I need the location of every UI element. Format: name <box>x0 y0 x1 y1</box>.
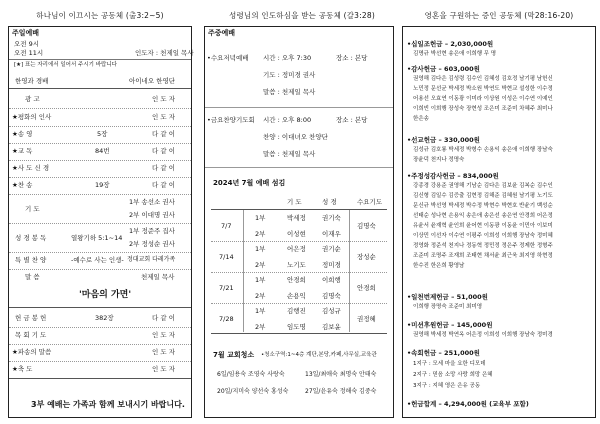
weekday-box <box>204 26 394 418</box>
order-row-leader: 다 같 이 <box>152 147 175 155</box>
table-head-right: 아이네오 한영단 <box>129 77 176 85</box>
clean-item: 6일/임용숙 조영숙 사랑숙 <box>217 371 285 378</box>
offering-names: 1지구 : 모세 마을 요한 디모데 <box>413 361 486 367</box>
offering-title: •십일조헌금 – 2,030,000원 <box>407 40 494 48</box>
order-row-leader: 2부 정성순 권사 <box>129 240 175 248</box>
duty-prayer: 김행진 <box>287 307 306 315</box>
order-row-detail: 19장 <box>95 181 110 189</box>
duty-date: 7/21 <box>219 284 234 292</box>
offering-names: 정영화 정준석 천지나 정동혁 정민정 정은주 정제한 정형주 <box>413 243 553 249</box>
order-row-leader: 인 도 자 <box>152 365 175 373</box>
duty-head-wed: 수요기도 <box>357 198 383 206</box>
offering-names: 문신규 박선영 박세정 박수정 박현수 박현호 반윤기 백성순 <box>413 203 553 209</box>
duty-part: 1부 <box>255 307 266 315</box>
worship-order-box <box>8 26 192 418</box>
order-row-leader: 1부 정준주 집사 <box>129 227 175 235</box>
order-row-label: 기 도 <box>25 205 40 213</box>
order-row-detail: 84번 <box>95 147 110 155</box>
col2-header: 성령님의 인도하심을 받는 공동체 (갈3:28) <box>229 11 375 20</box>
duty-prayer: 노기도 <box>287 261 306 269</box>
duty-date: 7/28 <box>219 315 234 323</box>
wed-time: 시간 : 오후 7:30 <box>263 54 312 62</box>
order-row-detail: -예수로 사는 인생- <box>71 256 124 264</box>
offering-names: 2지구 : 믿음 소망 사랑 희망 은혜 <box>413 372 493 378</box>
offering-title: •선교헌금 – 330,000원 <box>407 136 480 144</box>
offering-title: •감사헌금 – 603,000원 <box>407 65 480 73</box>
sermon-title: '마음의 가면' <box>79 290 132 300</box>
col1-header: 하나님이 이끄시는 공동체 (출3:2~5) <box>36 11 164 20</box>
duty-part: 1부 <box>255 214 266 222</box>
offering-title: •일천번제헌금 – 51,000원 <box>407 293 488 301</box>
wed-place: 장소 : 본당 <box>336 54 368 62</box>
duty-prayer: 손용익 <box>287 292 306 300</box>
wed-title: •수요저녁예배 <box>207 54 249 62</box>
wed-prayer: 기도 : 정미경 권사 <box>263 71 316 79</box>
table-head-left: 한영과 경배 <box>15 77 49 85</box>
duty-title: 2024년 7월 예배 섬김 <box>213 179 286 187</box>
order-row-label: ★평화의 인사 <box>12 113 52 121</box>
duty-scripture: 정미경 <box>322 261 341 269</box>
offering-names: 강종경 강용준 권영해 기남순 김다은 김보윤 김복순 김수인 <box>413 183 553 189</box>
duty-prayer: 안경희 <box>287 276 306 284</box>
duty-date: 7/7 <box>221 222 232 230</box>
offering-title: •미션후원헌금 – 145,000원 <box>407 321 493 329</box>
offering-names: 이상민 이선자 이수연 이평주 이희성 이희행 장남숙 정미혜 <box>413 233 553 239</box>
fri-word: 말씀 : 천제일 목사 <box>263 150 316 158</box>
column-offerings <box>398 0 600 424</box>
duty-date: 7/14 <box>219 253 234 261</box>
duty-scripture: 이재우 <box>322 230 341 238</box>
order-row-leader: 인 도 자 <box>152 348 175 356</box>
order-row-label: ★송 영 <box>12 130 33 138</box>
offering-names: 유윤서 윤재혁 윤인희 윤어현 이동광 이동윤 이민아 이보미 <box>413 223 553 229</box>
col3-header: 영혼을 구원하는 증인 공동체 (막28:16-20) <box>424 11 574 20</box>
duty-scripture: 김보윤 <box>322 323 341 331</box>
duty-scripture: 권기숙 <box>322 214 341 222</box>
clean-item: 27일/윤유숙 정해숙 김중숙 <box>305 388 377 395</box>
duty-scripture: 김성규 <box>322 307 341 315</box>
order-row-label: ★사 도 신 경 <box>12 164 50 172</box>
order-row-label: ★찬 송 <box>12 181 33 189</box>
duty-prayer: 박세정 <box>287 214 306 222</box>
offering-names: 선태순 성나현 손용익 송은애 송은선 송은연 안경희 어은정 <box>413 213 553 219</box>
order-row-detail: 5장 <box>97 130 108 138</box>
offering-names: 노민정 문선균 박세정 박소원 박연도 박현교 설성한 이수정 <box>413 86 553 92</box>
order-row-leader: 인 도 자 <box>152 113 175 121</box>
order-row-label: ★파송의 말씀 <box>12 348 52 356</box>
order-row-leader: 다 같 이 <box>152 181 175 189</box>
order-row-label: ★교 독 <box>12 147 33 155</box>
time-1: 오전 9시 <box>14 40 40 48</box>
clean-item: 20일/지미숙 양선숙 홍성숙 <box>217 388 289 395</box>
offering-names: 한수진 한은희 황영남 <box>413 263 465 269</box>
duty-head-scripture: 성 경 <box>322 198 337 206</box>
clean-title: 7월 교회청소 <box>213 351 255 359</box>
duty-part: 2부 <box>255 292 266 300</box>
fri-place: 장소 : 본당 <box>336 116 368 124</box>
column-weekday-worship <box>204 0 400 424</box>
offering-names: 김명규 박선현 송은애 이희행 무 명 <box>413 51 497 57</box>
order-row-leader: 2부 이대명 권사 <box>129 211 175 219</box>
order-row-leader: 다 같 이 <box>152 130 175 138</box>
offering-names: 이희행 장명숙 조준미 최미영 <box>413 304 483 310</box>
offering-title: •주정성감사헌금 – 834,000원 <box>407 172 499 180</box>
order-row-leader: 정대교회 다레가족 <box>127 256 176 263</box>
column-worship-order <box>0 0 200 424</box>
order-row-detail: 열왕기하 5:1~14 <box>71 234 123 242</box>
clean-item: 13일/최애숙 최명숙 안태숙 <box>305 371 377 378</box>
duty-wed: 안경희 <box>357 284 376 292</box>
offering-names: 어용선 오효연 이동광 이미라 이상원 이성은 이수연 이예인 <box>413 96 553 102</box>
order-row-leader: 인 도 자 <box>152 331 175 339</box>
duty-part: 1부 <box>255 276 266 284</box>
order-row-leader: 1부 송선소 권사 <box>129 198 175 206</box>
duty-part: 2부 <box>255 261 266 269</box>
order-row-label: 헌 금 봉 헌 <box>15 314 47 322</box>
duty-part: 1부 <box>255 245 266 253</box>
offering-names: 권영해 김다은 김성령 김수인 김혜성 김호정 남기평 남헌신 <box>413 76 553 82</box>
order-row-label: 광 고 <box>25 95 40 103</box>
section-title: 주일예배 <box>12 29 40 37</box>
inviter: 인도자 : 천제일 목사 <box>135 49 194 57</box>
stand-note: [★] 표는 자리에서 일어서 주시기 바랍니다 <box>14 62 117 68</box>
offering-names: 장윤덕 천지나 정명숙 <box>413 157 465 163</box>
order-row-leader: 인 도 자 <box>152 95 175 103</box>
duty-prayer: 임도명 <box>287 323 306 331</box>
offering-names: 3지구 : 지혜 영은 은유 공동 <box>413 383 481 389</box>
duty-prayer: 이성현 <box>287 230 306 238</box>
order-row-label: 말 씀 <box>25 273 40 281</box>
offering-names: 김신형 김일수 김증출 김현정 김해준 김혜원 남기평 노기도 <box>413 193 553 199</box>
order-row-label: 성 경 봉 독 <box>15 234 47 242</box>
offering-names: 조준미 조명주 조재희 조태현 채서윤 최근욱 최지영 하현정 <box>413 253 553 259</box>
offering-names: 한은송 <box>413 116 429 122</box>
order-row-label: ★축 도 <box>12 365 33 373</box>
duty-part: 2부 <box>255 230 266 238</box>
order-row-detail: 382장 <box>95 314 114 322</box>
wed-word: 말씀 : 천제일 목사 <box>263 88 316 96</box>
offering-total: •헌금합계 – 4,294,000원 (교육부 포함) <box>407 400 529 408</box>
order-row-label: 특 별 찬 양 <box>15 256 47 264</box>
offerings-box <box>402 26 596 418</box>
offering-names: 이희빈 이희행 장성숙 장현성 조은미 조준미 차혜주 최미나 <box>413 106 553 112</box>
duty-part: 2부 <box>255 323 266 331</box>
duty-wed: 김명숙 <box>357 222 376 230</box>
fri-time: 시간 : 오후 8:00 <box>263 116 312 124</box>
order-row-leader: 다 같 이 <box>152 314 175 322</box>
fri-praise: 찬양 : 이대녀오 찬양단 <box>263 133 328 141</box>
offering-title: •속회헌금 – 251,000원 <box>407 349 480 357</box>
duty-scripture: 권기순 <box>322 245 341 253</box>
duty-scripture: 김명숙 <box>322 292 341 300</box>
duty-scripture: 이희행 <box>322 276 341 284</box>
duty-prayer: 어은정 <box>287 245 306 253</box>
duty-head-prayer: 기 도 <box>287 198 302 206</box>
section-title: 주중예배 <box>208 29 236 37</box>
clean-note: •청소구역:1~4층 계단,본당,카페,사무실,교육관 <box>261 352 377 358</box>
duty-wed: 장성순 <box>357 253 376 261</box>
order-row-leader: 천제일 목사 <box>141 273 175 281</box>
time-2: 오전 11시 <box>14 49 44 57</box>
order-row-leader: 다 같 이 <box>152 164 175 172</box>
order-row-label: 목 회 기 도 <box>15 331 47 339</box>
fri-title: •금요찬양기도회 <box>207 116 255 124</box>
footer-note: 3부 예배는 가족과 함께 보내시기 바랍니다. <box>31 400 185 409</box>
offering-names: 권영해 박세정 박연옥 어은정 이희성 이희행 장남숙 정미경 <box>413 332 553 338</box>
offering-names: 김성규 김호룡 박세정 박형수 손용익 송은애 이희행 장남숙 <box>413 147 553 153</box>
duty-wed: 권정혜 <box>357 315 376 323</box>
